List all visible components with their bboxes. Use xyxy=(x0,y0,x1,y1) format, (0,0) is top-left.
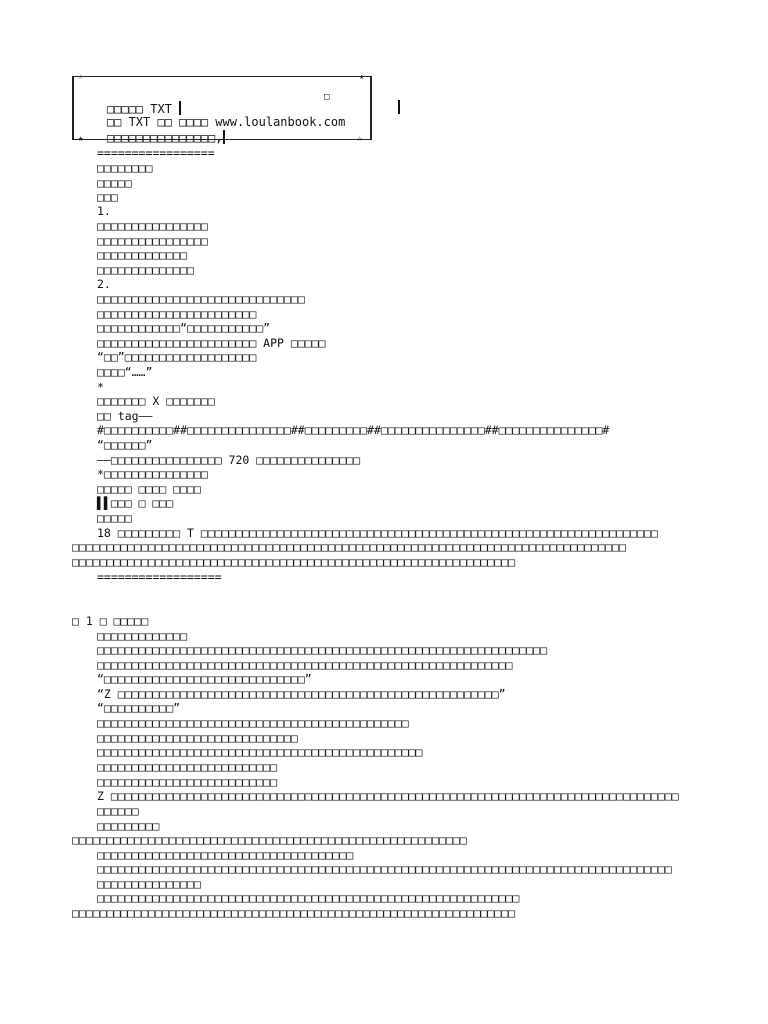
text-line: □□□□□□□□□□□□□□□□□□□□□□□□□□□□□□□□□□□□□□□□□□□□□□□□□□□□□□□□□□□□□□□□□□□□□□□□□□□□□□□□ xyxy=(72,540,626,554)
text-line: □□□□□□□□□□□□□□□□□□□□□□□□□□ xyxy=(97,775,278,789)
star-icon: ☆ xyxy=(78,72,84,82)
text-line: □□□□□□□□□□□□“□□□□□□□□□□□” xyxy=(97,321,271,335)
header-url-line: □□ TXT □□ □□□□ www.loulanbook.com xyxy=(106,115,346,129)
text-line: □□□□□□□□□□□□□□□□□□□□□□□□□□□□□□□□□□□□□ xyxy=(97,848,354,862)
text-line: □□□□□□□□□□□□□ xyxy=(97,629,188,643)
text-line: □□□□□□□□□□□□□□□□□□□□□□□□□□□□□□□□□□□□□□□□□□□□□□□□□□□□□□□□□□□□□□□□□ xyxy=(97,643,548,657)
text-cursor-icon xyxy=(398,100,400,114)
text-line: □□□□□□□□□□□□□□□□ xyxy=(97,219,208,233)
text-line: □□□□□□□□□□□□□□□□□□□□□□□□□□□□□□□□□□□□□□□□□□□□□□□□□□□□□□□□□□□□□□□□ xyxy=(72,555,516,569)
text-line: “□□□□□□□□□□” xyxy=(97,701,181,715)
text-line: “Z □□□□□□□□□□□□□□□□□□□□□□□□□□□□□□□□□□□□□□□□□□□□□□□□□□□□□□□” xyxy=(97,687,506,701)
text-line: □□□□“……” xyxy=(97,365,153,379)
text-line: #□□□□□□□□□□##□□□□□□□□□□□□□□□##□□□□□□□□□##□□□□□□□□□□□□□□□##□□□□□□□□□□□□□□□# xyxy=(97,423,610,437)
text-line: □□□□□□□□□□□□□□ xyxy=(97,263,194,277)
text-line: 1. xyxy=(97,204,111,218)
star-icon: ★ xyxy=(359,72,365,82)
text-line: □□□□□□□□ xyxy=(97,161,153,175)
text-line: □□□□□□□ X □□□□□□□ xyxy=(97,394,215,408)
header-notice: □□□□□□□□□□□□□□□, xyxy=(106,131,223,145)
text-line: “□□□□□□” xyxy=(97,438,153,452)
star-icon: ☆ xyxy=(357,134,363,144)
text-line: □□□□□□□□□□□□□□□□ xyxy=(97,234,208,248)
text-line: □□□□□□ xyxy=(97,804,139,818)
text-line: □□□□□□□□□□□□□□□□□□□□□□□□□□□□□□□□□□□□□□□□□□□□□□□□□□□□□□□□□□□□ xyxy=(97,658,513,672)
text-line: ——□□□□□□□□□□□□□□□□ 720 □□□□□□□□□□□□□□□ xyxy=(97,453,361,467)
text-line: □□□□□□□□□□□□□□□□□□□□□□□□□□□□□□□□□□□□□□□□□□□□□□□ xyxy=(97,745,423,759)
header-title: □□□□□ TXT xyxy=(106,102,172,116)
text-line: □ 1 □ □□□□□ xyxy=(72,614,149,628)
text-line: “□□”□□□□□□□□□□□□□□□□□□□ xyxy=(97,350,257,364)
text-line: □□□□□ xyxy=(97,176,132,190)
star-icon: ★ xyxy=(78,134,84,144)
text-line: □□□□□□□□□□□□□□□□□□□□□□□□□□□□□□□□□□□□□□□□□□□□□□□□□□□□□□□□□□□□□□□□□□□□□□□□□□□□□□□□□□□ xyxy=(97,862,672,876)
text-line: □□□□□□□□□□□□□□□□□□□□□□□□□□□□□ xyxy=(97,731,298,745)
text-line: “□□□□□□□□□□□□□□□□□□□□□□□□□□□□□” xyxy=(97,672,312,686)
text-cursor-icon xyxy=(223,130,225,144)
text-line: □□□ xyxy=(97,190,118,204)
text-line: □□□□□□□□□□□□□□□□□□□□□□□□□□□□□□□□□□□□□□□□□□□□□□□□□□□□□□□□□□□□□ xyxy=(97,891,520,905)
text-line: □□□□□ □□□□ □□□□ xyxy=(97,482,201,496)
text-line: □□□□□□□□□□□□□□□□□□□□□□□□□□□□□□□□□□□□□□□□□□□□□ xyxy=(97,716,409,730)
text-line: □□□□□ xyxy=(97,511,132,525)
text-line: ▌▌□□□ □ □□□ xyxy=(97,496,174,510)
header-mark: □ xyxy=(324,92,330,102)
text-line: * xyxy=(97,380,104,394)
text-line: □□□□□□□□□□□□□□□□□□□□□□□□□□□□□□ xyxy=(97,292,305,306)
text-line: ================= xyxy=(97,146,215,160)
text-line: □□□□□□□□□□□□□□□□□□□□□□□□□□ xyxy=(97,760,278,774)
text-line: □□□□□□□□□□□□□□□□□□□□□□□ xyxy=(97,307,257,321)
text-line: □□□□□□□□□□□□□□□□□□□□□□□□□□□□□□□□□□□□□□□□□□□□□□□□□□□□□□□□□□□□□□□□ xyxy=(72,906,516,920)
text-line: □□ tag—— xyxy=(97,409,153,423)
text-line: ================== xyxy=(97,570,222,584)
text-line: Z □□□□□□□□□□□□□□□□□□□□□□□□□□□□□□□□□□□□□□□□□□□□□□□□□□□□□□□□□□□□□□□□□□□□□□□□□□□□□□□□□□ xyxy=(97,789,679,803)
text-line: □□□□□□□□□□□□□□□ xyxy=(97,877,201,891)
text-line: □□□□□□□□□□□□□ xyxy=(97,248,188,262)
text-line: 18 □□□□□□□□□ T □□□□□□□□□□□□□□□□□□□□□□□□□□□□□□□□□□□□□□□□□□□□□□□□□□□□□□□□□□□□□□□□□□ xyxy=(97,526,658,540)
text-line: □□□□□□□□□ xyxy=(97,819,160,833)
text-line: 2. xyxy=(97,277,111,291)
text-line: *□□□□□□□□□□□□□□□ xyxy=(97,467,208,481)
text-line: □□□□□□□□□□□□□□□□□□□□□□□ APP □□□□□ xyxy=(97,336,326,350)
text-line: □□□□□□□□□□□□□□□□□□□□□□□□□□□□□□□□□□□□□□□□□□□□□□□□□□□□□□□□□ xyxy=(72,833,467,847)
